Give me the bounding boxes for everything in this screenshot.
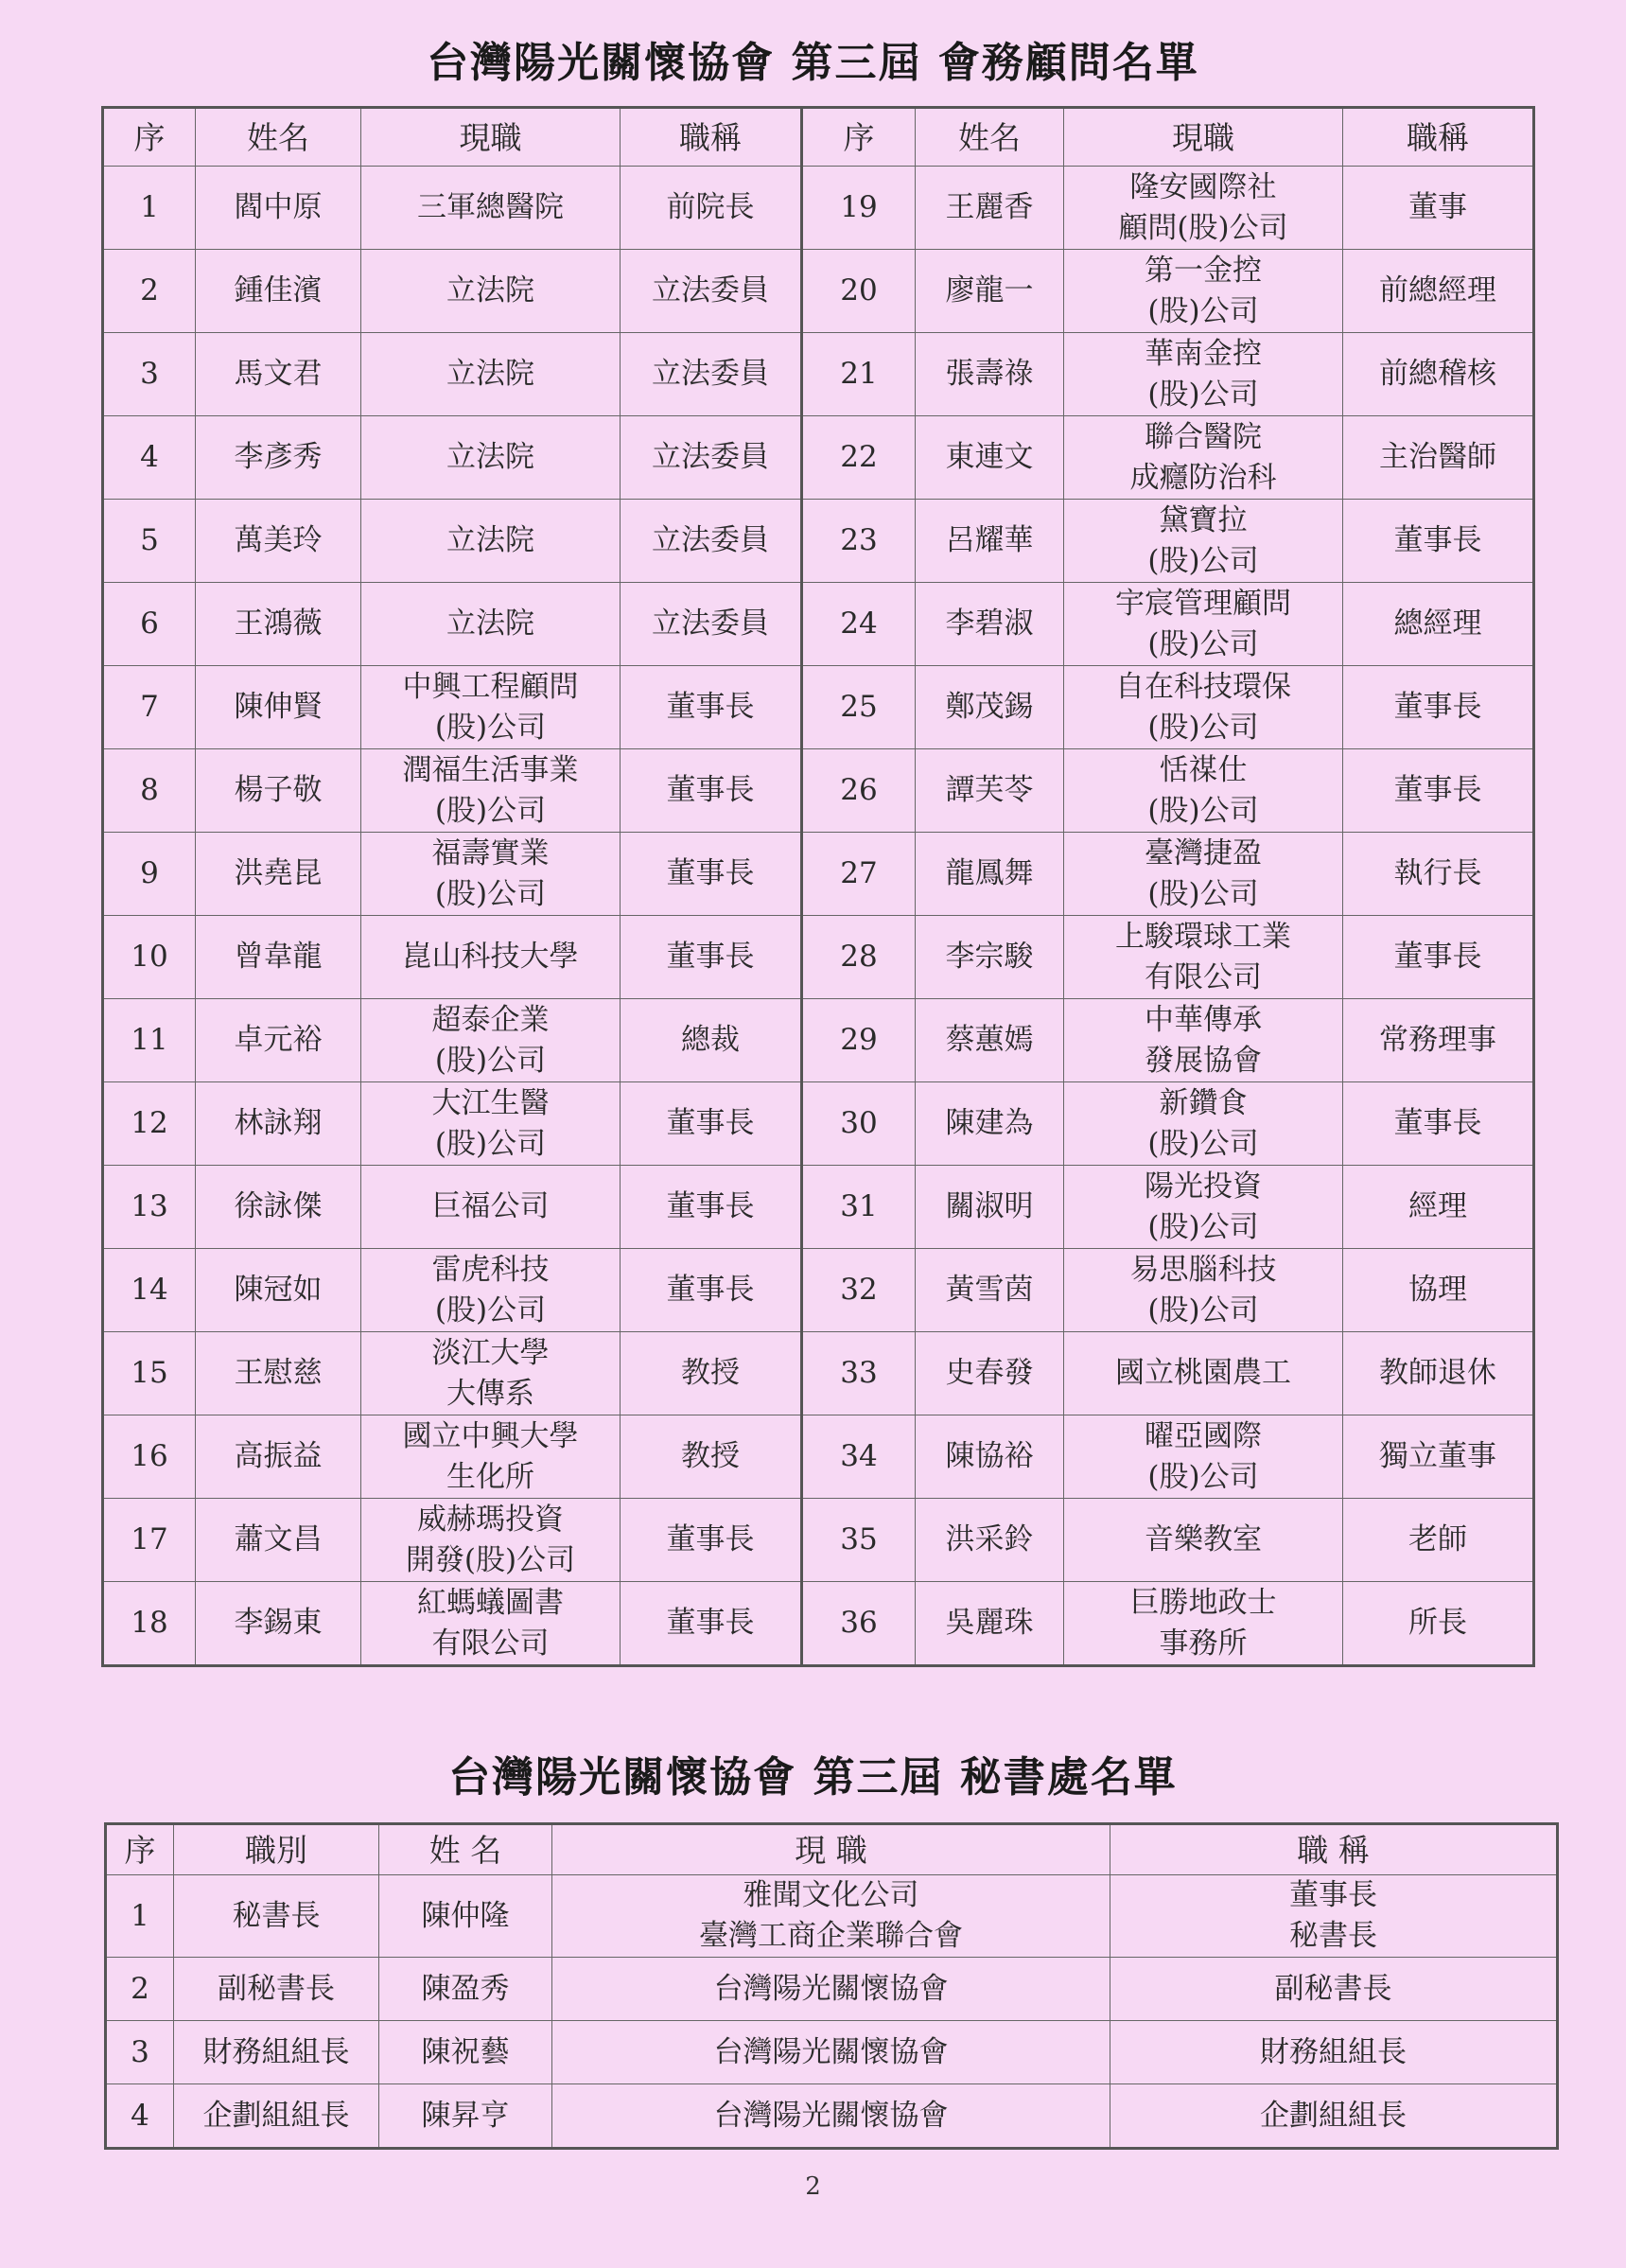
cell-no: 16 (103, 1415, 196, 1499)
cell-no: 2 (103, 250, 196, 333)
table-row (103, 1166, 1534, 1249)
cell-job: 紅螞蟻圖書 有限公司 (361, 1582, 621, 1666)
cell-no: 20 (802, 250, 916, 333)
cell-name: 蔡蕙嫣 (916, 999, 1064, 1082)
cell-job: 台灣陽光關懷協會 (552, 2084, 1110, 2149)
cell-name: 王鴻薇 (196, 583, 361, 666)
cell-title: 立法委員 (621, 333, 802, 416)
cell-job: 巨勝地政士 事務所 (1064, 1582, 1343, 1666)
cell-job: 陽光投資 (股)公司 (1064, 1166, 1343, 1249)
cell-title: 董事長 (1343, 500, 1534, 583)
cell-job: 立法院 (361, 500, 621, 583)
cell-title: 董事長 (621, 916, 802, 999)
cell-title: 立法委員 (621, 416, 802, 500)
cell-title: 董事長 (621, 666, 802, 749)
cell-name: 陳協裕 (916, 1415, 1064, 1499)
cell-no: 12 (103, 1082, 196, 1166)
cell-name: 東連文 (916, 416, 1064, 500)
table-row (103, 1415, 1534, 1499)
cell-title: 所長 (1343, 1582, 1534, 1666)
cell-title: 董事長 (1343, 666, 1534, 749)
cell-job: 隆安國際社 顧問(股)公司 (1064, 167, 1343, 250)
table-row (103, 749, 1534, 833)
header-job: 現 職 (552, 1824, 1110, 1875)
cell-no: 9 (103, 833, 196, 916)
cell-job: 大江生醫 (股)公司 (361, 1082, 621, 1166)
cell-job: 第一金控 (股)公司 (1064, 250, 1343, 333)
table-row (103, 1249, 1534, 1332)
cell-name: 洪堯昆 (196, 833, 361, 916)
cell-title: 企劃組組長 (1110, 2084, 1558, 2149)
cell-no: 21 (802, 333, 916, 416)
cell-name: 王慰慈 (196, 1332, 361, 1415)
cell-role: 企劃組組長 (174, 2084, 379, 2149)
cell-no: 26 (802, 749, 916, 833)
cell-title: 前總稽核 (1343, 333, 1534, 416)
cell-job: 台灣陽光關懷協會 (552, 2021, 1110, 2084)
cell-name: 陳建為 (916, 1082, 1064, 1166)
cell-name: 李錫東 (196, 1582, 361, 1666)
table-row (103, 1082, 1534, 1166)
cell-job: 上駿環球工業 有限公司 (1064, 916, 1343, 999)
table-row (103, 167, 1534, 250)
cell-job: 台灣陽光關懷協會 (552, 1958, 1110, 2021)
header-no: 序 (106, 1824, 174, 1875)
cell-no: 1 (106, 1875, 174, 1958)
header-title: 職 稱 (1110, 1824, 1558, 1875)
cell-no: 29 (802, 999, 916, 1082)
cell-name: 陳冠如 (196, 1249, 361, 1332)
cell-no: 2 (106, 1958, 174, 2021)
header-name: 姓名 (196, 108, 361, 167)
cell-job: 國立中興大學 生化所 (361, 1415, 621, 1499)
cell-no: 35 (802, 1499, 916, 1582)
cell-title: 立法委員 (621, 583, 802, 666)
cell-name: 楊子敬 (196, 749, 361, 833)
cell-no: 14 (103, 1249, 196, 1332)
cell-role: 副秘書長 (174, 1958, 379, 2021)
cell-no: 31 (802, 1166, 916, 1249)
table-row (106, 2084, 1558, 2149)
cell-title: 董事長 (621, 1166, 802, 1249)
header-name: 姓名 (916, 108, 1064, 167)
table-row (103, 1499, 1534, 1582)
cell-name: 關淑明 (916, 1166, 1064, 1249)
cell-job: 國立桃園農工 (1064, 1332, 1343, 1415)
cell-job: 自在科技環保 (股)公司 (1064, 666, 1343, 749)
cell-job: 聯合醫院 成癮防治科 (1064, 416, 1343, 500)
cell-title: 立法委員 (621, 500, 802, 583)
cell-title: 教授 (621, 1332, 802, 1415)
cell-job: 超泰企業 (股)公司 (361, 999, 621, 1082)
cell-name: 曾韋龍 (196, 916, 361, 999)
cell-job: 淡江大學 大傳系 (361, 1332, 621, 1415)
cell-no: 22 (802, 416, 916, 500)
cell-job: 立法院 (361, 333, 621, 416)
cell-name: 吳麗珠 (916, 1582, 1064, 1666)
cell-no: 7 (103, 666, 196, 749)
cell-name: 馬文君 (196, 333, 361, 416)
cell-no: 34 (802, 1415, 916, 1499)
cell-job: 立法院 (361, 583, 621, 666)
table-row (103, 999, 1534, 1082)
cell-job: 潤福生活事業 (股)公司 (361, 749, 621, 833)
cell-job: 音樂教室 (1064, 1499, 1343, 1582)
cell-name: 李碧淑 (916, 583, 1064, 666)
cell-job: 巨福公司 (361, 1166, 621, 1249)
cell-title: 董事長 (621, 1582, 802, 1666)
cell-title: 總經理 (1343, 583, 1534, 666)
header-name: 姓 名 (379, 1824, 552, 1875)
table-row (103, 333, 1534, 416)
cell-title: 經理 (1343, 1166, 1534, 1249)
cell-title: 立法委員 (621, 250, 802, 333)
cell-name: 卓元裕 (196, 999, 361, 1082)
secretariat-title: 台灣陽光關懷協會 第三屆 秘書處名單 (448, 1753, 1178, 1802)
advisors-title: 台灣陽光關懷協會 第三屆 會務顧問名單 (427, 39, 1199, 87)
cell-no: 30 (802, 1082, 916, 1166)
cell-name: 鄭茂錫 (916, 666, 1064, 749)
cell-title: 常務理事 (1343, 999, 1534, 1082)
table-row (103, 1332, 1534, 1415)
cell-job: 威赫瑪投資 開發(股)公司 (361, 1499, 621, 1582)
cell-no: 15 (103, 1332, 196, 1415)
cell-job: 立法院 (361, 416, 621, 500)
cell-title: 董事長 (621, 833, 802, 916)
cell-title: 協理 (1343, 1249, 1534, 1332)
cell-title: 副秘書長 (1110, 1958, 1558, 2021)
cell-job: 福壽實業 (股)公司 (361, 833, 621, 916)
cell-name: 鍾佳濱 (196, 250, 361, 333)
table-row (103, 833, 1534, 916)
table-row (103, 416, 1534, 500)
header-title: 職稱 (1343, 108, 1534, 167)
cell-title: 執行長 (1343, 833, 1534, 916)
cell-title: 教師退休 (1343, 1332, 1534, 1415)
secretariat-header-row (106, 1824, 1558, 1875)
table-row (106, 2021, 1558, 2084)
cell-job: 黛寶拉 (股)公司 (1064, 500, 1343, 583)
header-no: 序 (802, 108, 916, 167)
cell-title: 董事長 (621, 1082, 802, 1166)
table-row (103, 250, 1534, 333)
cell-name: 陳伸賢 (196, 666, 361, 749)
cell-title: 前院長 (621, 167, 802, 250)
cell-name: 閻中原 (196, 167, 361, 250)
cell-name: 史春發 (916, 1332, 1064, 1415)
cell-no: 3 (106, 2021, 174, 2084)
cell-role: 秘書長 (174, 1875, 379, 1958)
cell-job: 宇宸管理顧問 (股)公司 (1064, 583, 1343, 666)
header-job: 現職 (1064, 108, 1343, 167)
cell-name: 蕭文昌 (196, 1499, 361, 1582)
cell-title: 董事長 (621, 1249, 802, 1332)
cell-title: 老師 (1343, 1499, 1534, 1582)
cell-name: 林詠翔 (196, 1082, 361, 1166)
cell-name: 李彥秀 (196, 416, 361, 500)
cell-name: 萬美玲 (196, 500, 361, 583)
page-number: 2 (805, 2172, 821, 2201)
cell-job: 華南金控 (股)公司 (1064, 333, 1343, 416)
cell-title: 董事長 (1343, 1082, 1534, 1166)
cell-name: 陳盈秀 (379, 1958, 552, 2021)
cell-title: 董事長 秘書長 (1110, 1875, 1558, 1958)
cell-no: 23 (802, 500, 916, 583)
table-row (106, 1958, 1558, 2021)
cell-no: 19 (802, 167, 916, 250)
cell-name: 陳仲隆 (379, 1875, 552, 1958)
cell-no: 27 (802, 833, 916, 916)
cell-name: 黃雪茵 (916, 1249, 1064, 1332)
cell-job: 三軍總醫院 (361, 167, 621, 250)
table-row (103, 916, 1534, 999)
table-row (103, 666, 1534, 749)
cell-name: 洪采鈴 (916, 1499, 1064, 1582)
cell-name: 李宗駿 (916, 916, 1064, 999)
cell-no: 4 (106, 2084, 174, 2149)
cell-title: 董事長 (1343, 916, 1534, 999)
cell-no: 13 (103, 1166, 196, 1249)
table-row (103, 1582, 1534, 1666)
table-row (103, 500, 1534, 583)
cell-job: 易思腦科技 (股)公司 (1064, 1249, 1343, 1332)
cell-no: 33 (802, 1332, 916, 1415)
cell-job: 立法院 (361, 250, 621, 333)
cell-name: 陳昇亨 (379, 2084, 552, 2149)
cell-job: 中華傳承 發展協會 (1064, 999, 1343, 1082)
cell-no: 36 (802, 1582, 916, 1666)
cell-title: 總裁 (621, 999, 802, 1082)
cell-name: 徐詠傑 (196, 1166, 361, 1249)
cell-title: 董事長 (621, 749, 802, 833)
advisors-table (101, 106, 1535, 1667)
cell-no: 24 (802, 583, 916, 666)
advisors-header-row (103, 108, 1534, 167)
cell-name: 廖龍一 (916, 250, 1064, 333)
cell-job: 恬禖仕 (股)公司 (1064, 749, 1343, 833)
cell-job: 雅聞文化公司 臺灣工商企業聯合會 (552, 1875, 1110, 1958)
cell-title: 董事長 (621, 1499, 802, 1582)
cell-title: 財務組組長 (1110, 2021, 1558, 2084)
cell-no: 3 (103, 333, 196, 416)
cell-role: 財務組組長 (174, 2021, 379, 2084)
cell-no: 28 (802, 916, 916, 999)
header-title: 職稱 (621, 108, 802, 167)
header-no: 序 (103, 108, 196, 167)
cell-job: 崑山科技大學 (361, 916, 621, 999)
cell-job: 曜亞國際 (股)公司 (1064, 1415, 1343, 1499)
cell-title: 董事長 (1343, 749, 1534, 833)
cell-job: 雷虎科技 (股)公司 (361, 1249, 621, 1332)
cell-job: 中興工程顧問 (股)公司 (361, 666, 621, 749)
table-row (106, 1875, 1558, 1958)
cell-no: 25 (802, 666, 916, 749)
cell-title: 教授 (621, 1415, 802, 1499)
cell-name: 張壽祿 (916, 333, 1064, 416)
cell-name: 呂耀華 (916, 500, 1064, 583)
cell-no: 6 (103, 583, 196, 666)
cell-no: 4 (103, 416, 196, 500)
header-job: 現職 (361, 108, 621, 167)
cell-title: 主治醫師 (1343, 416, 1534, 500)
cell-title: 獨立董事 (1343, 1415, 1534, 1499)
cell-no: 18 (103, 1582, 196, 1666)
cell-name: 龍鳳舞 (916, 833, 1064, 916)
cell-name: 王麗香 (916, 167, 1064, 250)
cell-no: 5 (103, 500, 196, 583)
cell-no: 17 (103, 1499, 196, 1582)
cell-no: 11 (103, 999, 196, 1082)
header-role: 職別 (174, 1824, 379, 1875)
cell-no: 8 (103, 749, 196, 833)
cell-no: 32 (802, 1249, 916, 1332)
cell-job: 臺灣捷盈 (股)公司 (1064, 833, 1343, 916)
secretariat-table (104, 1822, 1559, 2150)
cell-no: 10 (103, 916, 196, 999)
cell-no: 1 (103, 167, 196, 250)
cell-name: 高振益 (196, 1415, 361, 1499)
table-row (103, 583, 1534, 666)
cell-title: 前總經理 (1343, 250, 1534, 333)
cell-name: 陳祝藝 (379, 2021, 552, 2084)
cell-job: 新鑽食 (股)公司 (1064, 1082, 1343, 1166)
cell-title: 董事 (1343, 167, 1534, 250)
cell-name: 譚芙苓 (916, 749, 1064, 833)
